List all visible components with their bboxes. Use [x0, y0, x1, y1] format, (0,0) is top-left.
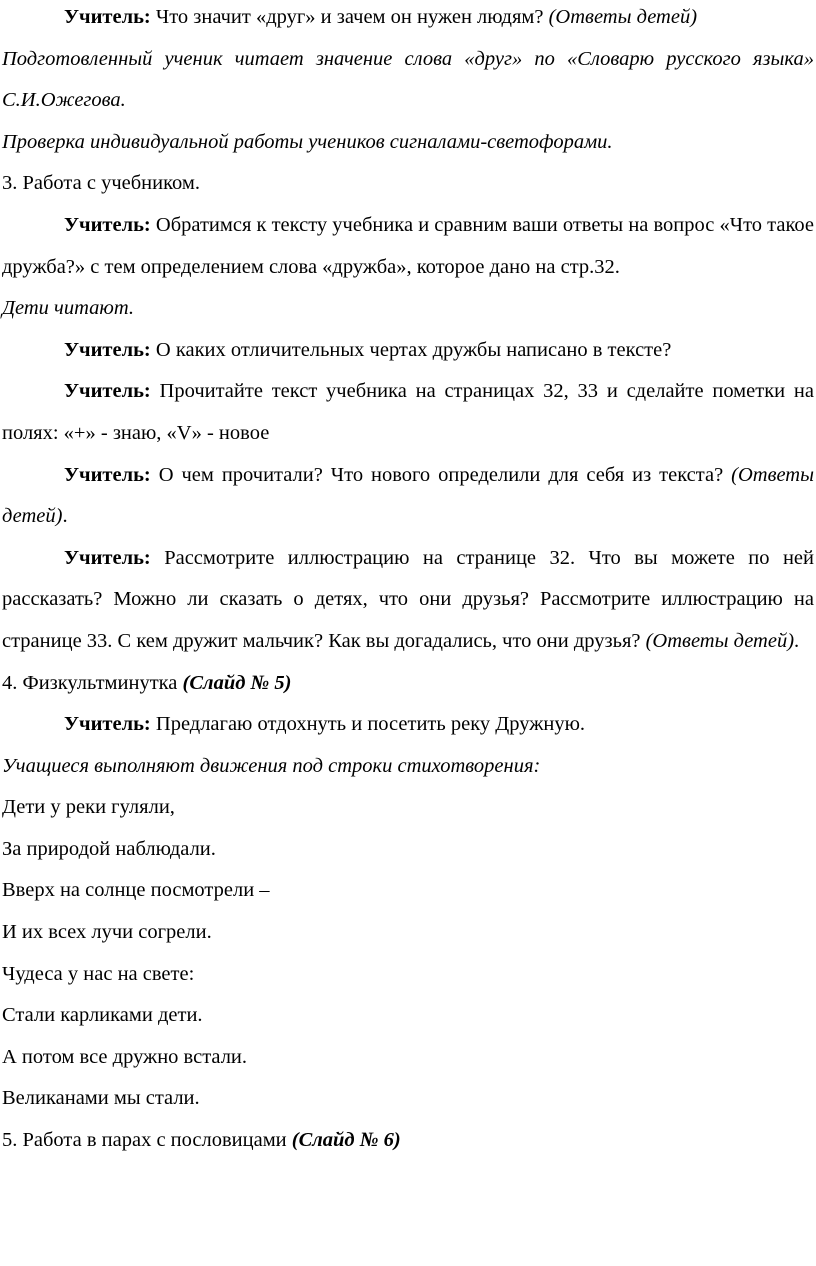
heading-text: 4. Физкультминутка	[2, 671, 183, 694]
paragraph-text: Что значит «друг» и зачем он нужен людям?	[150, 6, 549, 28]
punctuation: .	[62, 505, 68, 528]
paragraph-teacher-what-read	[2, 455, 814, 538]
paragraph-text: Обратимся к тексту учебника и сравним ваши ответы на вопрос «Что такое дружба?» с тем определением слова «дружба», которое дано на стр.32.	[2, 213, 814, 278]
paragraph-dictionary: Подготовленный ученик читает значение слова «друг» по «Словарю русского языка» С.И.Ожегова.	[2, 47, 814, 112]
paragraph-text: Рассмотрите иллюстрацию на странице 32. Что вы можете по ней рассказать? Можно ли сказать о детях, что они друзья? Рассмотрите иллюстрацию на странице 33. С кем дружит мальчик? Как вы догадались, что они друзья?	[2, 546, 814, 652]
paragraph-teacher-rest	[2, 704, 814, 746]
paragraph-teacher-features	[2, 330, 814, 372]
paragraph-text: О каких отличительных чертах дружбы написано в тексте?	[150, 338, 672, 361]
poem-line: А потом все дружно встали.	[2, 1045, 248, 1068]
teacher-label: Учитель:	[64, 713, 151, 736]
slide-reference: (Слайд № 5)	[182, 671, 292, 694]
poem-line: Чудеса у нас на свете:	[2, 962, 195, 985]
teacher-label: Учитель:	[64, 213, 151, 236]
poem-line: Вверх на солнце посмотрели –	[2, 879, 270, 902]
poem-line: И их всех лучи согрели.	[2, 921, 212, 944]
paragraph-students-movements: Учащиеся выполняют движения под строки стихотворения:	[2, 754, 541, 777]
paragraph-text: О чем прочитали? Что нового определили для себя из текста?	[150, 463, 732, 486]
teacher-label: Учитель:	[64, 6, 151, 28]
punctuation: .	[794, 629, 800, 652]
paragraph-text: Предлагаю отдохнуть и посетить реку Дружную.	[150, 713, 586, 736]
poem-line: Дети у реки гуляли,	[2, 796, 175, 819]
paragraph-teacher-illustration	[2, 538, 814, 663]
children-answers-note: (Ответы детей)	[2, 463, 814, 528]
heading-text: 5. Работа в парах с пословицами	[2, 1129, 292, 1152]
section-heading-physical-break	[2, 663, 814, 705]
paragraph-teacher-read-pages	[2, 371, 814, 454]
poem-line: Стали карликами дети.	[2, 1004, 203, 1027]
section-heading-proverbs	[2, 1120, 814, 1162]
paragraph-teacher-question	[2, 0, 814, 39]
teacher-label: Учитель:	[64, 380, 151, 403]
paragraph-children-read: Дети читают.	[2, 297, 135, 320]
teacher-label: Учитель:	[64, 546, 151, 569]
children-answers-note: (Ответы детей)	[645, 629, 795, 652]
paragraph-teacher-textbook	[2, 205, 814, 288]
poem-line: Великанами мы стали.	[2, 1087, 200, 1110]
poem-line: За природой наблюдали.	[2, 837, 216, 860]
paragraph-check: Проверка индивидуальной работы учеников сигналами-светофорами.	[2, 130, 613, 153]
children-answers-note: (Ответы детей)	[548, 6, 698, 28]
section-heading-textbook: 3. Работа с учебником.	[2, 172, 200, 195]
teacher-label: Учитель:	[64, 463, 151, 486]
teacher-label: Учитель:	[64, 338, 151, 361]
slide-reference: (Слайд № 6)	[291, 1129, 401, 1152]
paragraph-text: Прочитайте текст учебника на страницах 32, 33 и сделайте пометки на полях: «+» - знаю, «V» - новое	[2, 380, 814, 444]
